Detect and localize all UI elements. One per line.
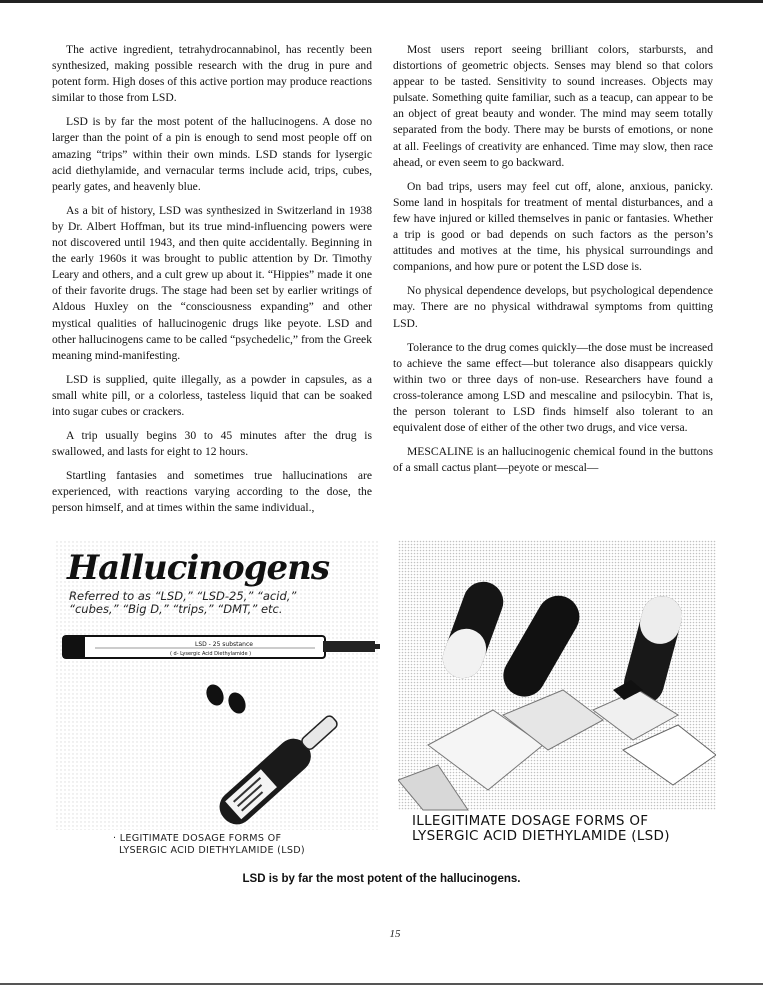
paragraph: As a bit of history, LSD was synthesized in Switzerland in 1938 by Dr. Albert Hoffman, but its true mind-influencing powers were not discovered until 1943, and then quite accidentally. Beginning in the early 1960s it was brought to public attention by Dr. Timothy Leary and others, and a cult grew up about it. “Hippies” made it one of their favorite drugs. The stage had been set by earlier writings of Aldous Huxley on the “consciousness expanding” and other mystical qualities of hallucinogenic drugs like peyote. LSD and other hallucinogens came to be called “psychedelic,” from the Greek meaning mind-manifesting. — [52, 203, 372, 362]
caption-line: LYSERGIC ACID DIETHYLAMIDE (LSD) — [119, 845, 305, 856]
paragraph: Most users report seeing brilliant colors, starbursts, and distortions of geometric objects. Senses may blend so that colors appear to be tasted. Sensitivity to sound increases. Objects may pulsate. Something quite familiar, such as a teacup, can appear to be an object of great beauty and wonder. The mind may seem totally separated from the body. There may be bursts of emotions, or none at all. Feelings of creativity are enhanced. Time may slow, then race ahead, or even seem to go backward. — [393, 43, 713, 169]
right-text-column — [393, 42, 713, 484]
caption-line: ILLEGITIMATE DOSAGE FORMS OF — [412, 813, 649, 829]
referred-line: “cubes,” “Big D,” “trips,” “DMT,” etc. — [69, 602, 283, 616]
left-text-column — [52, 42, 372, 525]
referred-to-text — [69, 590, 296, 616]
paragraph: No physical dependence develops, but psychological dependence may. There are no physical withdrawal symptoms from quitting LSD. — [393, 284, 713, 330]
paragraph: The active ingredient, tetrahydrocannabinol, has recently been synthesized, making possible research with the drug in pure and potent form. High doses of this active portion may produce reactions similar to those from LSD. — [52, 43, 372, 105]
paragraph: A trip usually begins 30 to 45 minutes after the drug is swallowed, and lasts for eight to 12 hours. — [52, 429, 372, 459]
bottom-border-line — [0, 983, 763, 985]
referred-line: Referred to as “LSD,” “LSD-25,” “acid,” — [69, 589, 297, 603]
caption-line: · LEGITIMATE DOSAGE FORMS OF — [113, 833, 282, 844]
syringe-label: LSD - 25 substance — [195, 641, 253, 648]
paragraph: LSD is supplied, quite illegally, as a powder in capsules, as a small white pill, or a colorless, tasteless liquid that can be soaked into sugar cubes or crackers. — [52, 372, 372, 418]
legitimate-dosage-figure — [55, 540, 380, 875]
page-number: 15 — [389, 928, 401, 940]
paragraph: On bad trips, users may feel cut off, alone, anxious, panicky. Some land in hospitals for treatment of mental disturbances, and a few have injured or killed themselves in panic or fantasies. Whether a trip is good or bad depends on such factors as the person’s attitudes and motives at the time, his physical surroundings and companions, and how pure or potent the LSD dose is. — [393, 179, 713, 274]
top-border-line — [0, 0, 763, 3]
figure-caption — [412, 814, 670, 844]
page-caption: LSD is by far the most potent of the hallucinogens. — [242, 873, 521, 885]
illegitimate-dosage-figure — [398, 540, 716, 875]
paragraph: LSD is by far the most potent of the hallucinogens. A dose no larger than the point of a pin is enough to send most people off on amazing “trips” within their own minds. LSD stands for lysergic acid diethylamide, and vernacular terms include acid, trips, cubes, pearly gates, and heavenly blue. — [52, 115, 372, 193]
caption-line: LYSERGIC ACID DIETHYLAMIDE (LSD) — [412, 828, 670, 844]
figure-caption — [113, 833, 305, 857]
paragraph: Tolerance to the drug comes quickly—the dose must be increased to achieve the same effect—but tolerance also disappears quickly within two or three days of non-use. Researchers have found a cross-tolerance among LSD and mescaline and psilocybin. That is, the person tolerant to LSD finds himself also tolerant to an equivalent dose of either of the other two drugs, and vice versa. — [393, 340, 713, 435]
paragraph: Startling fantasies and sometimes true hallucinations are experienced, with reactions varying according to the dose, the person himself, and at times within the same individual., — [52, 469, 372, 515]
paragraph: MESCALINE is an hallucinogenic chemical found in the buttons of a small cactus plant—peyote or mescal— — [393, 445, 713, 475]
figure-heading: Hallucinogens — [67, 548, 329, 588]
syringe-label: ( d- Lysergic Acid Diethylamide ) — [170, 651, 252, 657]
